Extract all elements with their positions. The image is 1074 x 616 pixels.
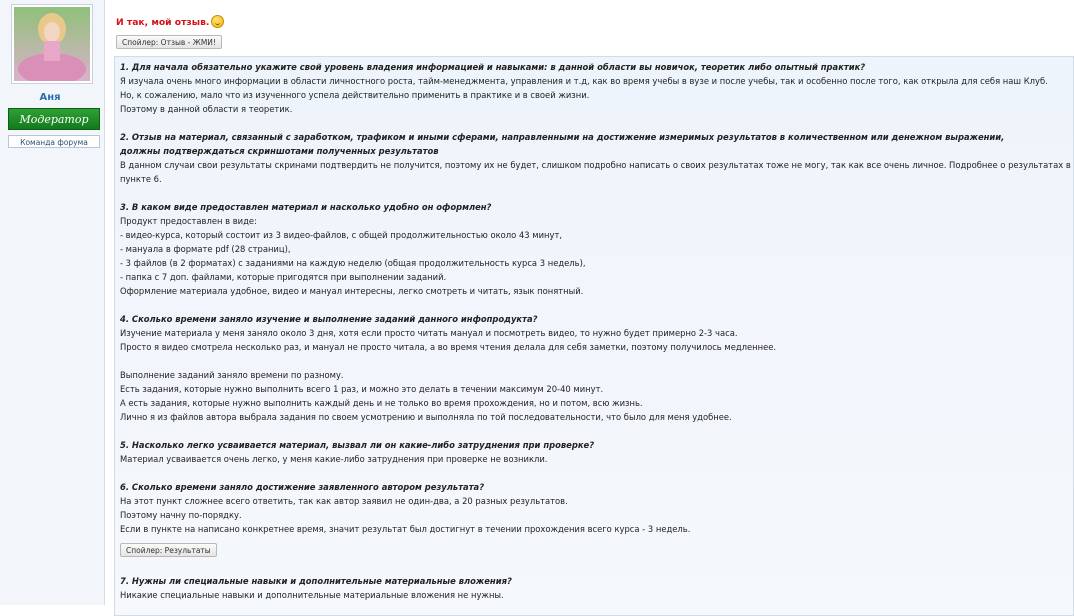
text-line: Поэтому начну по-порядку. (120, 510, 242, 520)
question-3: 3. В каком виде предоставлен материал и насколько удобно он оформлен? (120, 202, 492, 212)
question-7: 7. Нужны ли специальные навыки и дополнительные материальные вложения? (120, 576, 512, 586)
question-6: 6. Сколько времени заняло достижение заявленного автором результата? (120, 482, 485, 492)
text-line: Никакие специальные навыки и дополнительные материальные вложения не нужны. (120, 590, 504, 600)
text-line: пункте 6. (120, 174, 162, 184)
team-badge: Команда форума (8, 135, 100, 148)
text-line: Продукт предоставлен в виде: (120, 216, 257, 226)
intro-text: И так, мой отзыв. (116, 17, 210, 28)
text-line: Но, к сожалению, мало что из изученного успела действительно применить в практике и в своей жизни. (120, 90, 590, 100)
question-5: 5. Насколько легко усваивается материал, вызвал ли он какие-либо затруднения при проверке? (120, 440, 595, 450)
text-line: Просто я видео смотрела несколько раз, и мануал не просто читала, а во время чтения делала для себя заметки, поэтому получилось медленнее. (120, 342, 777, 352)
text-line: - мануала в формате pdf (28 страниц), (120, 244, 291, 254)
spoiler-review-button[interactable]: Спойлер: Отзыв - ЖМИ! (116, 35, 222, 49)
post-intro (116, 15, 224, 28)
question-2-cont: должны подтверждаться скриншотами полученных результатов (120, 146, 439, 156)
text-line: Лично я из файлов автора выбрала задания по своем усмотрению и выполняла по той последовательности, что было для меня удобнее. (120, 412, 732, 422)
text-line: - видео-курса, который состоит из 3 видео-файлов, с общей продолжительностью около 43 минут, (120, 230, 562, 240)
text-line: Если в пункте на написано конкретнее время, значит результат был достигнут в течении прохождения всего курса - 3 недель. (120, 524, 691, 534)
rank-badge: Модератор (8, 108, 100, 130)
text-line: Материал усваивается очень легко, у меня какие-либо затруднения при проверке не возникли. (120, 454, 548, 464)
text-line: Поэтому в данной области я теоретик. (120, 104, 293, 114)
user-info-panel (0, 0, 105, 605)
text-line: Оформление материала удобное, видео и мануал интересны, легко смотреть и читать, язык понятный. (120, 286, 584, 296)
avatar-image (14, 7, 90, 81)
spoiler-results-button[interactable]: Спойлер: Результаты (120, 543, 217, 557)
text-line: Я изучала очень много информации в области личностного роста, тайм-менеджмента, управления и т.д, как во время учебы в вузе и после учебы, так и особенно после того, как открыла для себя наш Клуб. (120, 76, 1048, 86)
avatar[interactable] (11, 4, 93, 84)
text-line: Есть задания, которые нужно выполнить всего 1 раз, и можно это делать в течении максимум 20-40 минут. (120, 384, 604, 394)
text-line: - 3 файлов (в 2 форматах) с заданиями на каждую неделю (общая продолжительность курса 3 недель), (120, 258, 586, 268)
text-line: А есть задания, которые нужно выполнить каждый день и не только во время прохождения, но и потом, всю жизнь. (120, 398, 643, 408)
question-2: 2. Отзыв на материал, связанный с заработком, трафиком и иными сферами, направленными на достижение измеримых результатов в количественном или денежном выражении, (120, 132, 1005, 142)
username[interactable]: Аня (39, 92, 61, 103)
text-line: Изучение материала у меня заняло около 3 дня, хотя если просто читать мануал и посмотреть видео, то нужно будет примерно 2-3 часа. (120, 328, 738, 338)
smile-emoji-icon (211, 15, 224, 28)
text-line: В данном случаи свои результаты скринами подтвердить не получится, поэтому их не будет, слишком подробно написать о своих результатах тоже не могу, так как все очень личное. Подробнее о результатах в (120, 160, 1071, 170)
text-line: Выполнение заданий заняло времени по разному. (120, 370, 344, 380)
text-line: На этот пункт сложнее всего ответить, так как автор заявил не один-два, а 20 разных результатов. (120, 496, 568, 506)
question-4: 4. Сколько времени заняло изучение и выполнение заданий данного инфопродукта? (120, 314, 538, 324)
text-line: - папка с 7 доп. файлами, которые пригодятся при выполнении заданий. (120, 272, 447, 282)
question-1: 1. Для начала обязательно укажите свой уровень владения информацией и навыками: в данной области вы новичок, теоретик либо опытный практик? (120, 62, 866, 72)
